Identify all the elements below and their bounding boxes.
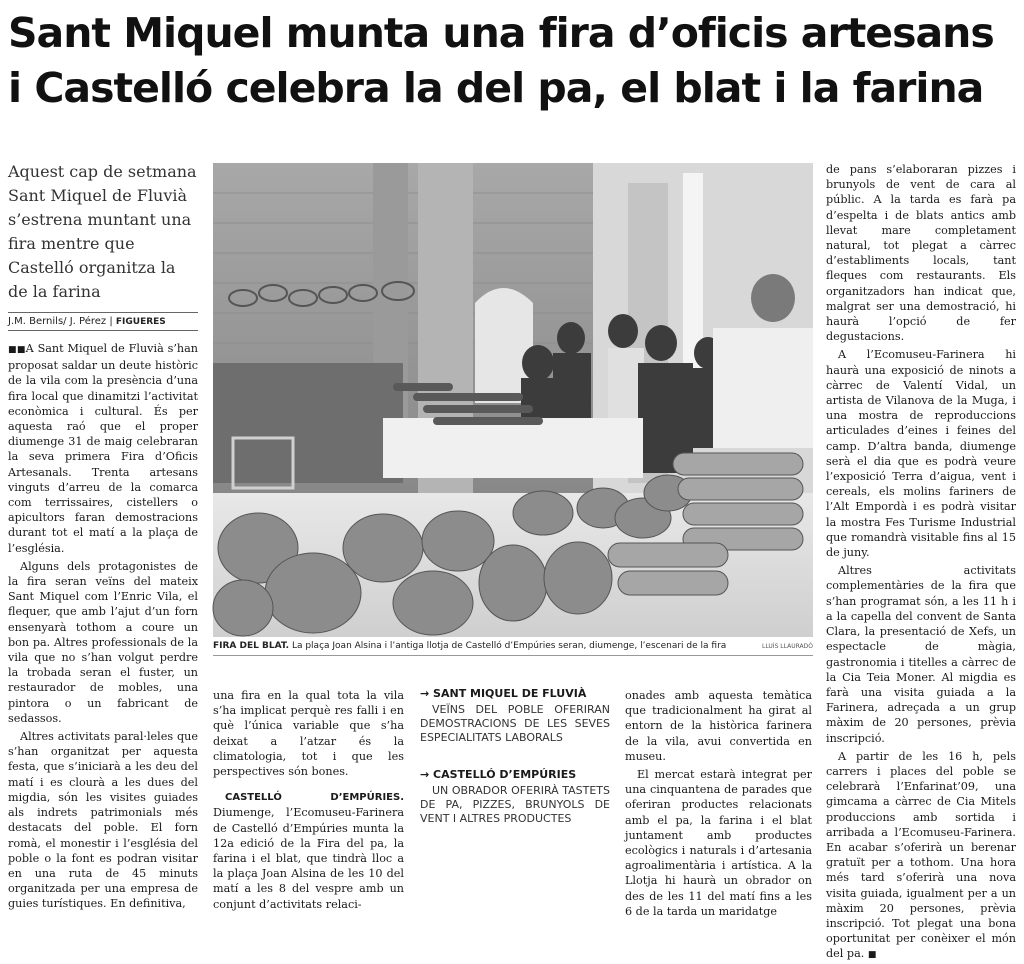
paragraph: una fira en la qual tota la vila s’ha implicat perquè res falli i en què l’única variable que s’ha deixat a l’atzar és la climatologia, tot i que les perspectives són bones. (213, 689, 404, 779)
highlight-title: → SANT MIQUEL DE FLUVIÀ (420, 687, 587, 700)
byline (8, 312, 198, 331)
section-lead: CASTELLÓ D’EMPÚRIES. (225, 792, 404, 804)
paragraph-text: Diumenge, l’Ecomuseu-Farinera de Castelló d’Empúries munta la 12a edició de la Fira del pa, la farina i el blat, que tindrà lloc a la plaça Joan Alsina de les 10 del matí a les 8 del vespre amb un conjunt d’activitats relaci- (213, 806, 404, 911)
paragraph (8, 341, 198, 556)
photo-bread-fair (213, 163, 813, 637)
article-column-2 (213, 688, 404, 911)
paragraph-text: A partir de les 16 h, pels carrers i places del poble se celebrarà l’Enfarinat’09, una gimcama a càrrec de Cia Mitels produccions amb sortida i arribada a l’Ecomuseu-Farinera. En acabar s’oferirà un berenar gratuït per a tothom. Una hora més tard s’oferirà una nova visita guiada, igualment per a un màxim 20 persones, prèvia inscripció. Tot plegat una bona oportunitat per conèixer el món del pa. (826, 749, 1016, 961)
highlight-title: → CASTELLÓ D’EMPÚRIES (420, 768, 577, 782)
paragraph: A l’Ecomuseu-Farinera hi haurà una exposició de ninots a càrrec de Valentí Vidal, un artista de Vilanova de la Muga, i una mostra de reproduccions articulades d’eines i feines del camp. D’altra banda, diumenge serà el dia que es podrà veure l’exposició Terra d’aigua, vent i cereals, els molins fariners de l’Alt Empordà i es podrà visitar la mostra Fes Turisme Industrial que romandrà visitable fins al 15 de juny. (826, 348, 1016, 560)
headline-line-1: Sant Miquel munta una fira d’oficis artesans (8, 9, 994, 57)
byline-authors: J.M. Bernils/ J. Pérez (8, 316, 107, 327)
paragraph (213, 789, 404, 912)
paragraph: Alguns dels protagonistes de la fira seran veïns del mateix Sant Miquel com l’Enric Vila, el flequer, que amb l’ajut d’un forn ensenyarà tothom a coure un bon pa. Altres professionals de la vila que no s’han volgut perdre la trobada seran el fuster, un restaurador de mobles, una pintora o un fabricant de sedassos. (8, 559, 198, 725)
highlights-box (420, 686, 610, 848)
highlight-text: UN OBRADOR OFERIRÀ TASTETS DE PA, PIZZES, BRUNYOLS DE VENT I ALTRES PRODUCTES (420, 784, 610, 826)
square-end-icon: ■ (867, 950, 877, 961)
paragraph: de pans s’elaboraran pizzes i brunyols de vent de cara al públic. A la tarda es farà pa d’espelta i de blats antics amb llevat mare completament natural, tot plegat a càrrec d’establiments locals, tant fleques com restaurants. Els organitzadors han indicat que, malgrat ser una demostració, hi haurà l’opció de fer degustacions. (826, 163, 1016, 344)
article-column-5 (826, 162, 1016, 961)
caption-text: La plaça Joan Alsina i l’antiga llotja de Castelló d’Empúries seran, diumenge, l’escenari de la fira (291, 641, 727, 651)
byline-place: FIGUERES (115, 317, 166, 327)
paragraph: Altres activitats paral·leles que s’han organitzat per aquesta festa, que s’iniciarà a les deu del matí i es clourà a les dues del migdia, són les visites guiades als indrets patrimonials més destacats del poble. El forn romà, el monestir i l’església del poble o la font es podran visitar en una ruta de 45 minuts organitzada per una empresa de guies turístiques. En definitiva, (8, 730, 198, 911)
headline (8, 6, 1018, 116)
caption-label: FIRA DEL BLAT. (213, 641, 290, 651)
paragraph-text: A Sant Miquel de Fluvià s’han proposat saldar un deute històric de la vila com la presència d’una fira local que dinamitzi l’activitat econòmica i cultural. És per aquesta raó que el proper diumenge 31 de maig celebraran la seva primera Fira d’Oficis Artesanals. Trenta artesans vinguts d’arreu de la comarca com terrissaires, cistellers o apicultors faran demostracions durant tot el matí a la plaça de l’església. (8, 342, 198, 555)
standfirst: Aquest cap de setmana Sant Miquel de Fluvià s’estrena muntant una fira mentre que Castelló organitza la de la farina (8, 162, 197, 301)
double-square-icon: ■■ (8, 345, 26, 355)
paragraph: onades amb aquesta temàtica que tradicionalment ha girat al entorn de la històrica farinera de la vila, avui convertida en museu. (625, 689, 812, 763)
paragraph: Altres activitats complementàries de la fira que s’han programat són, a les 11 h i a la capella del convent de Santa Clara, la presentació de Xefs, un espectacle de màgia, gastronomia i titelles a càrrec de la Cia Teia Moner. Al migdia es farà una visita guiada a la Farinera, adreçada a un grup màxim de 20 persones, prèvia inscripció. (826, 564, 1016, 745)
highlight-text: VEÏNS DEL POBLE OFERIRAN DEMOSTRACIONS DE LES SEVES ESPECIALITATS LABORALS (420, 703, 610, 745)
byline-separator: | (109, 316, 116, 327)
headline-line-2: i Castelló celebra la del pa, el blat i la farina (8, 64, 984, 112)
paragraph: El mercat estarà integrat per una cinquantena de parades que oferiran productes relacionats amb el pa, la farina i el blat juntament amb productes ecològics i naturals i d’artesania agroalimentària i artística. A la Llotja hi haurà un obrador on des de les 11 del matí fins a les 6 de la tarda un maridatge (625, 768, 812, 918)
photo-illustration (213, 163, 813, 637)
paragraph (826, 749, 1016, 964)
photo-caption (213, 641, 813, 656)
article-column-1 (8, 341, 198, 911)
article-column-4 (625, 688, 812, 918)
photo-credit: LLUÍS LLAURADÓ (762, 643, 813, 650)
